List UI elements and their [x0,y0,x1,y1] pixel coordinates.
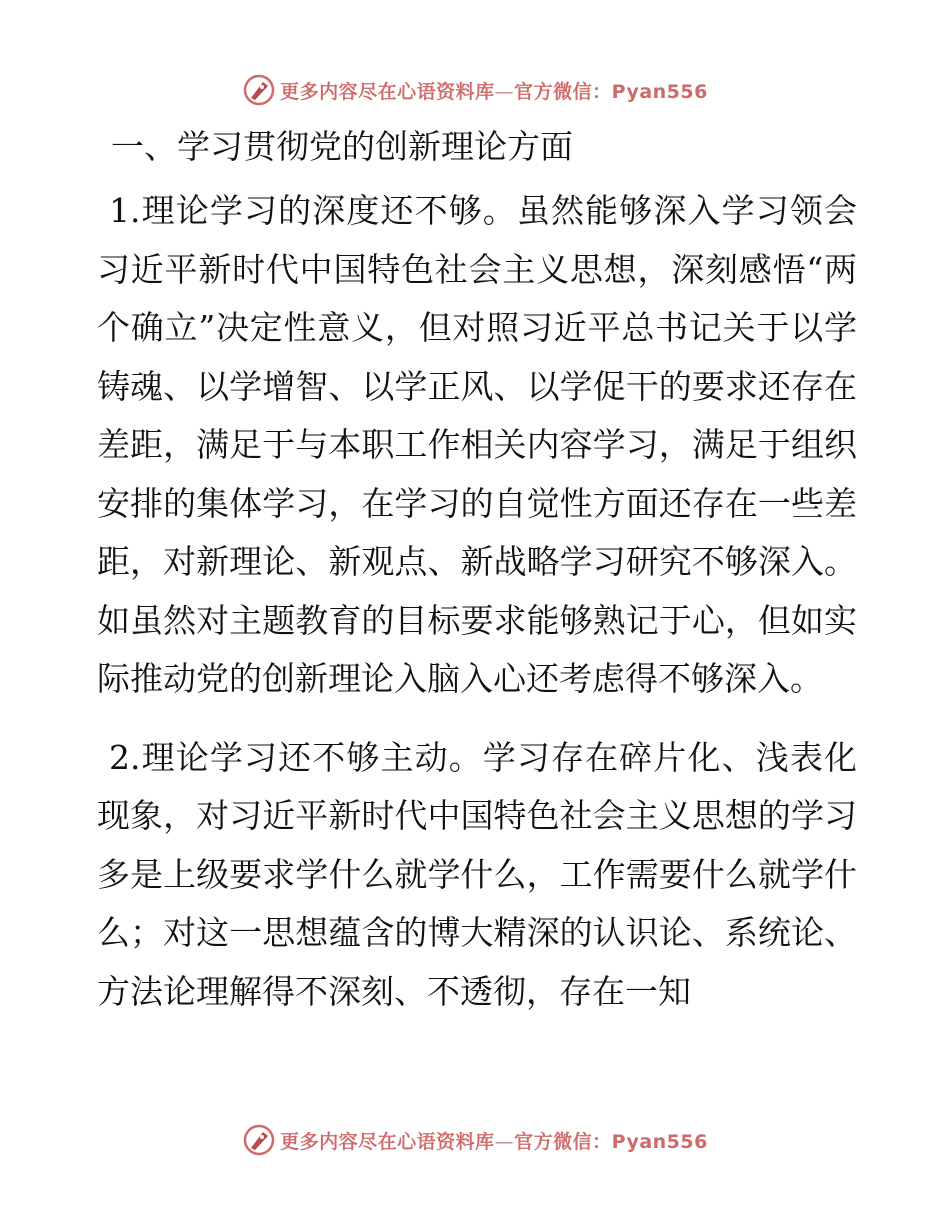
watermark-text [280,1127,708,1154]
document-body [97,118,857,1021]
paragraph-2-number: 2. [109,737,141,777]
watermark-separator: — [494,1130,515,1153]
paragraph-1 [97,182,857,709]
watermark-banner-top [0,70,950,110]
watermark-banner-bottom [0,1120,950,1160]
watermark-text [280,77,708,104]
paragraph-2-text: 理论学习还不够主动。学习存在碎片化、浅表化现象，对习近平新时代中国特色社会主义思想的学习多是上级要求学什么就学什么，工作需要什么就学什么；对这一思想蕴含的博大精深的认识论、系统论、方法论理解得不深刻、不透彻，存在一知 [97,737,857,1011]
watermark-wechat: 官方微信：Pyan556 [514,1130,708,1153]
paragraph-1-number: 1. [109,191,141,230]
watermark-separator: — [494,80,515,103]
paragraph-1-text: 理论学习的深度还不够。虽然能够深入学习领会习近平新时代中国特色社会主义思想，深刻感悟“两个确立”决定性意义，但对照习近平总书记关于以学铸魂、以学增智、以学正风、以学促干的要求还存在差距，满足于与本职工作相关内容学习，满足于组织安排的集体学习，在学习的自觉性方面还存在一些差距，对新理论、新观点、新战略学习研究不够深入。如虽然对主题教育的目标要求能够熟记于心，但如实际推动党的创新理论入脑入心还考虑得不够深入。 [97,191,857,698]
section-heading: 一、学习贯彻党的创新理论方面 [111,127,573,166]
watermark-wechat: 官方微信：Pyan556 [514,80,708,103]
pen-nib-circle-icon [242,73,276,107]
watermark-main: 更多内容尽在心语资料库 [280,1130,495,1153]
paragraph-2 [97,729,857,1022]
watermark-main: 更多内容尽在心语资料库 [280,80,495,103]
pen-nib-circle-icon [242,1123,276,1157]
